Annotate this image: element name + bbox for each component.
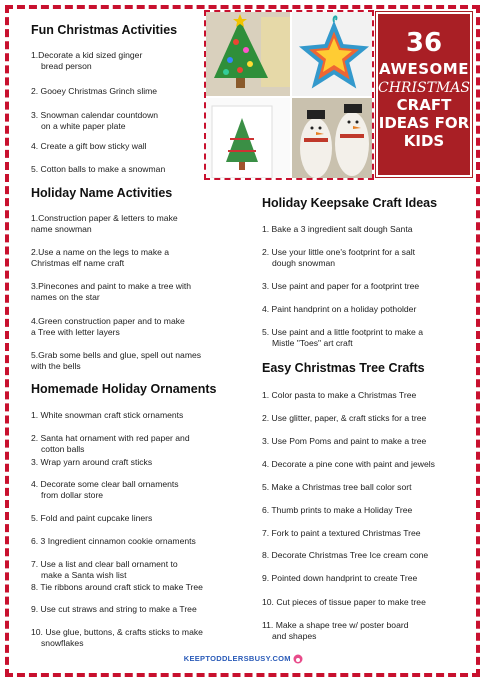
- list-item: 5.Grab some bells and glue, spell out names with the bells: [31, 350, 202, 371]
- list-item: 6. 3 Ingredient cinnamon cookie ornaments: [31, 536, 196, 546]
- banner-christmas: CHRISTMAS: [378, 80, 470, 96]
- footprint-logo-icon: [293, 654, 303, 664]
- list-item: 3. Snowman calendar countdown on a white paper plate: [31, 110, 159, 131]
- list-item: 8. Tie ribbons around craft stick to make Tree: [31, 582, 203, 592]
- list-item: 9. Pointed down handprint to create Tree: [262, 573, 418, 583]
- list-item: 11. Make a shape tree w/ poster board and shapes: [262, 620, 409, 641]
- list-item: 2. Use glitter, paper, & craft sticks for a tree: [262, 413, 427, 423]
- banner-craft: CRAFT: [396, 96, 452, 114]
- section-title-keepsake: Holiday Keepsake Craft Ideas: [262, 196, 438, 210]
- list-item: 1.Construction paper & letters to make name snowman: [31, 213, 178, 234]
- cardboard-tree-photo: [206, 12, 290, 96]
- banner-kids: KIDS: [403, 132, 445, 150]
- banner-awesome: AWESOME: [379, 60, 469, 78]
- craft-photo-collage: [204, 10, 374, 180]
- list-item: 3. Use paint and paper for a footprint tree: [262, 281, 420, 291]
- list-item: 5. Fold and paint cupcake liners: [31, 513, 153, 523]
- list-item: 8. Decorate Christmas Tree Ice cream cone: [262, 550, 429, 560]
- list-item: 3.Pinecones and paint to make a tree with names on the star: [31, 281, 192, 302]
- list-item: 2. Santa hat ornament with red paper and cotton balls: [31, 433, 190, 454]
- list-item: 2. Gooey Christmas Grinch slime: [31, 86, 158, 96]
- list-item: 1. Bake a 3 ingredient salt dough Santa: [262, 224, 413, 234]
- list-item: 4. Paint handprint on a holiday potholder: [262, 304, 417, 314]
- title-banner: [376, 12, 472, 177]
- list-item: 1.Decorate a kid sized ginger bread person: [31, 50, 143, 71]
- list-item: 10. Cut pieces of tissue paper to make tree: [262, 597, 426, 607]
- salt-dough-snowman-photo: [292, 98, 374, 180]
- list-item: 5. Cotton balls to make a snowman: [31, 164, 166, 174]
- list-item: 3. Use Pom Poms and paint to make a tree: [262, 436, 427, 446]
- craft-stick-tree-card-photo: [206, 98, 290, 180]
- section-title-ornaments: Homemade Holiday Ornaments: [31, 382, 217, 396]
- list-item: 1. Color pasta to make a Christmas Tree: [262, 390, 417, 400]
- list-item: 5. Use paint and a little footprint to make a Mistle "Toes" art craft: [262, 327, 423, 348]
- list-item: 7. Fork to paint a textured Christmas Tree: [262, 528, 421, 538]
- list-item: 3. Wrap yarn around craft sticks: [31, 457, 153, 467]
- banner-number: 36: [405, 28, 443, 58]
- list-item: 4. Decorate a pine cone with paint and jewels: [262, 459, 435, 469]
- list-item: 6. Thumb prints to make a Holiday Tree: [262, 505, 413, 515]
- section-title-name: Holiday Name Activities: [31, 186, 173, 200]
- list-item: 4. Decorate some clear ball ornaments from dollar store: [31, 479, 179, 500]
- footer-site-link[interactable]: KEEPTODDLERSBUSY.COM: [0, 654, 487, 664]
- list-item: 2.Use a name on the legs to make a Christmas elf name craft: [31, 247, 170, 268]
- list-item: 4.Green construction paper and to make a Tree with letter layers: [31, 316, 185, 337]
- list-item: 2. Use your little one's footprint for a salt dough snowman: [262, 247, 416, 268]
- section-title-tree: Easy Christmas Tree Crafts: [262, 361, 425, 375]
- section-title-fun: Fun Christmas Activities: [31, 23, 178, 37]
- yarn-star-ornament-photo: [292, 12, 374, 96]
- list-item: 5. Make a Christmas tree ball color sort: [262, 482, 412, 492]
- list-item: 7. Use a list and clear ball ornament to make a Santa wish list: [31, 559, 178, 580]
- list-item: 9. Use cut straws and string to make a Tree: [31, 604, 197, 614]
- list-item: 4. Create a gift bow sticky wall: [31, 141, 147, 151]
- list-item: 1. White snowman craft stick ornaments: [31, 410, 184, 420]
- list-item: 10. Use glue, buttons, & crafts sticks to make snowflakes: [31, 627, 203, 648]
- banner-ideas-for: IDEAS FOR: [378, 114, 470, 132]
